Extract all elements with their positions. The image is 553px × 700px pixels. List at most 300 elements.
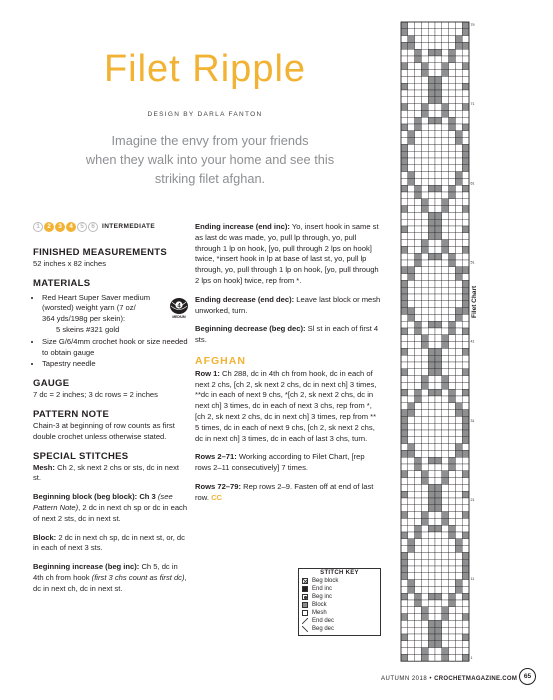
skill-dot: 6: [88, 222, 98, 232]
definition: Rep rows 2–9. Fasten off at end of last row.: [195, 481, 374, 502]
chart-block-cell: [435, 212, 442, 219]
note: (see Pattern Note): [33, 492, 173, 512]
chart-mesh-cell: [435, 512, 442, 519]
chart-mesh-cell: [428, 42, 435, 49]
chart-mesh-cell: [428, 280, 435, 287]
yarn-line: (worsted) weight yarn (7 oz/: [42, 303, 136, 313]
chart-block-cell: [462, 430, 469, 437]
chart-block-cell: [462, 294, 469, 301]
chart-mesh-cell: [415, 70, 422, 77]
chart-mesh-cell: [428, 110, 435, 117]
chart-block-cell: [455, 586, 462, 593]
chart-mesh-cell: [449, 287, 456, 294]
chart-mesh-cell: [442, 396, 449, 403]
chart-block-cell: [435, 76, 442, 83]
chart-mesh-cell: [415, 151, 422, 158]
chart-mesh-cell: [415, 22, 422, 29]
chart-mesh-cell: [415, 280, 422, 287]
chart-mesh-cell: [401, 199, 408, 206]
chart-mesh-cell: [462, 335, 469, 342]
chart-block-cell: [442, 335, 449, 342]
chart-mesh-cell: [428, 56, 435, 63]
chart-mesh-cell: [435, 552, 442, 559]
chart-mesh-cell: [428, 430, 435, 437]
chart-mesh-cell: [449, 586, 456, 593]
chart-mesh-cell: [428, 158, 435, 165]
chart-block-cell: [421, 110, 428, 117]
chart-block-cell: [449, 600, 456, 607]
chart-mesh-cell: [449, 416, 456, 423]
chart-mesh-cell: [421, 219, 428, 226]
chart-mesh-cell: [408, 607, 415, 614]
chart-mesh-cell: [428, 328, 435, 335]
chart-mesh-cell: [442, 586, 449, 593]
chart-mesh-cell: [415, 110, 422, 117]
chart-mesh-cell: [415, 308, 422, 315]
chart-mesh-cell: [408, 165, 415, 172]
chart-block-cell: [421, 206, 428, 213]
right-column: [195, 222, 381, 512]
stitch-beg-inc: [33, 562, 189, 594]
chart-mesh-cell: [428, 22, 435, 29]
chart-block-cell: [442, 342, 449, 349]
chart-mesh-cell: [442, 76, 449, 83]
chart-mesh-cell: [401, 396, 408, 403]
chart-mesh-cell: [449, 301, 456, 308]
filet-chart: [397, 14, 475, 663]
chart-block-cell: [415, 593, 422, 600]
chart-mesh-cell: [421, 280, 428, 287]
chart-mesh-cell: [401, 627, 408, 634]
chart-mesh-cell: [449, 498, 456, 505]
chart-block-cell: [455, 580, 462, 587]
chart-mesh-cell: [442, 83, 449, 90]
chart-mesh-cell: [435, 274, 442, 281]
chart-block-cell: [449, 593, 456, 600]
chart-mesh-cell: [462, 70, 469, 77]
chart-mesh-cell: [449, 403, 456, 410]
chart-mesh-cell: [449, 484, 456, 491]
chart-mesh-cell: [428, 192, 435, 199]
chart-mesh-cell: [462, 49, 469, 56]
chart-mesh-cell: [415, 240, 422, 247]
chart-mesh-cell: [408, 614, 415, 621]
chart-mesh-cell: [415, 90, 422, 97]
chart-mesh-cell: [435, 158, 442, 165]
chart-block-cell: [428, 219, 435, 226]
chart-mesh-cell: [401, 253, 408, 260]
chart-mesh-cell: [435, 138, 442, 145]
chart-mesh-cell: [401, 382, 408, 389]
chart-mesh-cell: [415, 335, 422, 342]
chart-block-cell: [435, 321, 442, 328]
chart-mesh-cell: [428, 552, 435, 559]
chart-mesh-cell: [401, 478, 408, 485]
chart-mesh-cell: [455, 369, 462, 376]
chart-mesh-cell: [449, 382, 456, 389]
chart-mesh-cell: [415, 552, 422, 559]
chart-mesh-cell: [455, 614, 462, 621]
chart-mesh-cell: [442, 484, 449, 491]
chart-mesh-cell: [442, 580, 449, 587]
chart-mesh-cell: [442, 260, 449, 267]
chart-block-cell: [442, 246, 449, 253]
chart-mesh-cell: [449, 342, 456, 349]
note: (first 3 chs count as first dc): [91, 572, 185, 582]
chart-mesh-cell: [428, 546, 435, 553]
chart-mesh-cell: [449, 267, 456, 274]
chart-mesh-cell: [421, 389, 428, 396]
chart-mesh-cell: [455, 620, 462, 627]
chart-block-cell: [401, 430, 408, 437]
chart-mesh-cell: [401, 240, 408, 247]
yarn-weight-icon: [169, 297, 189, 319]
chart-mesh-cell: [408, 219, 415, 226]
skill-level: [33, 222, 189, 233]
definition: , dc in next ch, dc in next st.: [33, 572, 187, 593]
chart-mesh-cell: [455, 144, 462, 151]
chart-block-cell: [401, 287, 408, 294]
chart-mesh-cell: [408, 158, 415, 165]
chart-mesh-cell: [421, 172, 428, 179]
chart-mesh-cell: [449, 97, 456, 104]
chart-mesh-cell: [421, 56, 428, 63]
chart-mesh-cell: [421, 410, 428, 417]
chart-mesh-cell: [449, 199, 456, 206]
chart-mesh-cell: [415, 267, 422, 274]
term: Block:: [33, 532, 57, 542]
chart-mesh-cell: [415, 491, 422, 498]
chart-block-cell: [462, 471, 469, 478]
chart-mesh-cell: [455, 192, 462, 199]
chart-block-cell: [449, 525, 456, 532]
chart-mesh-cell: [421, 321, 428, 328]
chart-mesh-cell: [442, 22, 449, 29]
chart-mesh-cell: [401, 36, 408, 43]
chart-mesh-cell: [455, 464, 462, 471]
chart-mesh-cell: [428, 124, 435, 131]
chart-mesh-cell: [442, 546, 449, 553]
chart-mesh-cell: [408, 355, 415, 362]
chart-mesh-cell: [408, 110, 415, 117]
chart-mesh-cell: [435, 335, 442, 342]
chart-block-cell: [442, 104, 449, 111]
chart-block-cell: [455, 410, 462, 417]
chart-mesh-cell: [442, 464, 449, 471]
chart-mesh-cell: [428, 559, 435, 566]
chart-mesh-cell: [455, 593, 462, 600]
chart-mesh-cell: [462, 56, 469, 63]
chart-mesh-cell: [442, 308, 449, 315]
chart-mesh-cell: [455, 478, 462, 485]
chart-block-cell: [462, 348, 469, 355]
chart-mesh-cell: [415, 376, 422, 383]
chart-mesh-cell: [449, 580, 456, 587]
intro-line: Imagine the envy from your friends: [111, 133, 309, 148]
chart-block-cell: [415, 117, 422, 124]
chart-mesh-cell: [455, 573, 462, 580]
chart-mesh-cell: [421, 634, 428, 641]
chart-mesh-cell: [415, 104, 422, 111]
chart-mesh-cell: [449, 294, 456, 301]
chart-mesh-cell: [415, 423, 422, 430]
chart-mesh-cell: [442, 389, 449, 396]
chart-mesh-cell: [462, 240, 469, 247]
chart-mesh-cell: [408, 362, 415, 369]
chart-mesh-cell: [455, 260, 462, 267]
chart-block-cell: [462, 532, 469, 539]
chart-block-cell: [435, 233, 442, 240]
chart-block-cell: [462, 491, 469, 498]
chart-block-cell: [428, 83, 435, 90]
chart-block-cell: [415, 260, 422, 267]
chart-mesh-cell: [462, 498, 469, 505]
chart-mesh-cell: [428, 566, 435, 573]
chart-mesh-cell: [421, 233, 428, 240]
chart-mesh-cell: [449, 559, 456, 566]
chart-mesh-cell: [408, 396, 415, 403]
chart-block-cell: [462, 246, 469, 253]
chart-mesh-cell: [462, 97, 469, 104]
chart-mesh-cell: [462, 212, 469, 219]
chart-mesh-cell: [421, 600, 428, 607]
chart-mesh-cell: [449, 573, 456, 580]
chart-block-cell: [401, 151, 408, 158]
chart-block-cell: [421, 648, 428, 655]
chart-mesh-cell: [455, 104, 462, 111]
chart-mesh-cell: [455, 226, 462, 233]
chart-mesh-cell: [449, 471, 456, 478]
chart-mesh-cell: [408, 29, 415, 36]
chart-block-cell: [449, 260, 456, 267]
chart-block-cell: [442, 206, 449, 213]
chart-mesh-cell: [442, 403, 449, 410]
chart-mesh-cell: [415, 450, 422, 457]
chart-mesh-cell: [449, 226, 456, 233]
chart-mesh-cell: [415, 76, 422, 83]
chart-mesh-cell: [401, 355, 408, 362]
chart-mesh-cell: [442, 505, 449, 512]
definition: , 2 dc in next ch sp or dc in each of next 2 sts, dc in next st.: [33, 502, 188, 523]
chart-mesh-cell: [462, 600, 469, 607]
chart-mesh-cell: [421, 226, 428, 233]
chart-mesh-cell: [428, 63, 435, 70]
chart-mesh-cell: [401, 342, 408, 349]
chart-mesh-cell: [408, 484, 415, 491]
chart-mesh-cell: [455, 512, 462, 519]
chart-mesh-cell: [401, 172, 408, 179]
chart-mesh-cell: [442, 634, 449, 641]
chart-mesh-cell: [435, 206, 442, 213]
chart-mesh-cell: [442, 314, 449, 321]
chart-mesh-cell: [415, 131, 422, 138]
chart-mesh-cell: [455, 600, 462, 607]
chart-block-cell: [408, 267, 415, 274]
yarn-weight-number: 4: [177, 303, 181, 310]
chart-mesh-cell: [435, 382, 442, 389]
chart-mesh-cell: [401, 444, 408, 451]
chart-mesh-cell: [455, 280, 462, 287]
chart-mesh-cell: [449, 246, 456, 253]
chart-mesh-cell: [408, 593, 415, 600]
chart-mesh-cell: [442, 233, 449, 240]
chart-mesh-cell: [435, 328, 442, 335]
chart-mesh-cell: [415, 430, 422, 437]
chart-mesh-cell: [401, 457, 408, 464]
chart-block-cell: [401, 29, 408, 36]
chart-mesh-cell: [449, 546, 456, 553]
chart-mesh-cell: [435, 56, 442, 63]
chart-mesh-cell: [421, 83, 428, 90]
chart-block-cell: [421, 478, 428, 485]
chart-mesh-cell: [449, 206, 456, 213]
afghan-heading: AFGHAN: [195, 354, 246, 367]
chart-mesh-cell: [421, 124, 428, 131]
key-row-mesh: [302, 609, 377, 617]
chart-mesh-cell: [435, 104, 442, 111]
chart-mesh-cell: [401, 90, 408, 97]
chart-mesh-cell: [435, 199, 442, 206]
chart-block-cell: [401, 348, 408, 355]
chart-mesh-cell: [449, 131, 456, 138]
chart-mesh-cell: [415, 648, 422, 655]
chart-mesh-cell: [449, 90, 456, 97]
chart-mesh-cell: [421, 165, 428, 172]
chart-block-cell: [442, 648, 449, 655]
chart-mesh-cell: [449, 42, 456, 49]
chart-block-cell: [462, 301, 469, 308]
chart-mesh-cell: [455, 437, 462, 444]
chart-block-cell: [401, 471, 408, 478]
chart-mesh-cell: [435, 178, 442, 185]
chart-mesh-cell: [415, 416, 422, 423]
chart-mesh-cell: [462, 36, 469, 43]
chart-block-cell: [455, 274, 462, 281]
chart-block-cell: [415, 185, 422, 192]
chart-mesh-cell: [449, 36, 456, 43]
chart-mesh-cell: [401, 518, 408, 525]
yarn-line: 5 skeins #321 gold: [56, 324, 120, 334]
chart-block-cell: [449, 192, 456, 199]
skill-dot: 4: [66, 222, 76, 232]
chart-mesh-cell: [455, 416, 462, 423]
chart-mesh-cell: [415, 444, 422, 451]
chart-mesh-cell: [401, 498, 408, 505]
chart-block-cell: [449, 389, 456, 396]
chart-mesh-cell: [442, 280, 449, 287]
chart-block-cell: [401, 614, 408, 621]
chart-block-cell: [401, 369, 408, 376]
chart-row-label: 51: [470, 260, 475, 265]
chart-mesh-cell: [455, 484, 462, 491]
chart-mesh-cell: [401, 110, 408, 117]
chart-block-cell: [442, 654, 449, 661]
chart-mesh-cell: [421, 22, 428, 29]
chart-mesh-cell: [449, 566, 456, 573]
chart-mesh-cell: [408, 471, 415, 478]
chart-block-cell: [421, 471, 428, 478]
chart-block-cell: [462, 559, 469, 566]
chart-block-cell: [401, 206, 408, 213]
chart-mesh-cell: [435, 36, 442, 43]
chart-block-cell: [449, 396, 456, 403]
chart-mesh-cell: [428, 654, 435, 661]
chart-block-cell: [455, 131, 462, 138]
gauge-heading: GAUGE: [33, 378, 70, 390]
chart-mesh-cell: [449, 76, 456, 83]
chart-label: Filet Chart: [471, 285, 478, 318]
chart-block-cell: [435, 627, 442, 634]
chart-mesh-cell: [415, 42, 422, 49]
chart-mesh-cell: [428, 600, 435, 607]
chart-mesh-cell: [421, 573, 428, 580]
chart-block-cell: [408, 138, 415, 145]
chart-mesh-cell: [455, 287, 462, 294]
chart-block-cell: [401, 512, 408, 519]
chart-mesh-cell: [435, 403, 442, 410]
key-label: End dec: [312, 618, 335, 624]
term: Rows 72–79:: [195, 481, 242, 491]
chart-mesh-cell: [435, 144, 442, 151]
chart-mesh-cell: [401, 641, 408, 648]
chart-block-cell: [462, 512, 469, 519]
chart-block-cell: [462, 206, 469, 213]
chart-block-cell: [428, 620, 435, 627]
chart-mesh-cell: [455, 90, 462, 97]
chart-mesh-cell: [401, 505, 408, 512]
chart-mesh-cell: [442, 525, 449, 532]
chart-mesh-cell: [421, 253, 428, 260]
term: Row 1:: [195, 368, 220, 378]
chart-mesh-cell: [408, 192, 415, 199]
chart-block-cell: [401, 144, 408, 151]
chart-block-cell: [442, 63, 449, 70]
chart-mesh-cell: [421, 450, 428, 457]
chart-mesh-cell: [435, 172, 442, 179]
chart-mesh-cell: [455, 328, 462, 335]
chart-mesh-cell: [421, 144, 428, 151]
chart-mesh-cell: [442, 573, 449, 580]
chart-mesh-cell: [421, 444, 428, 451]
chart-mesh-cell: [428, 267, 435, 274]
chart-mesh-cell: [428, 464, 435, 471]
chart-block-cell: [428, 484, 435, 491]
chart-mesh-cell: [455, 246, 462, 253]
chart-mesh-cell: [455, 294, 462, 301]
chart-mesh-cell: [442, 219, 449, 226]
chart-mesh-cell: [408, 212, 415, 219]
chart-mesh-cell: [435, 464, 442, 471]
chart-block-cell: [442, 382, 449, 389]
chart-mesh-cell: [462, 219, 469, 226]
chart-block-cell: [435, 457, 442, 464]
chart-block-cell: [415, 600, 422, 607]
chart-mesh-cell: [401, 233, 408, 240]
chart-mesh-cell: [455, 532, 462, 539]
chart-block-cell: [449, 457, 456, 464]
chart-block-cell: [435, 185, 442, 192]
chart-mesh-cell: [428, 607, 435, 614]
chart-mesh-cell: [401, 56, 408, 63]
chart-block-cell: [401, 416, 408, 423]
chart-mesh-cell: [455, 430, 462, 437]
chart-mesh-cell: [435, 240, 442, 247]
chart-block-cell: [408, 586, 415, 593]
chart-mesh-cell: [421, 464, 428, 471]
chart-mesh-cell: [455, 301, 462, 308]
chart-mesh-cell: [435, 586, 442, 593]
chart-block-cell: [401, 280, 408, 287]
